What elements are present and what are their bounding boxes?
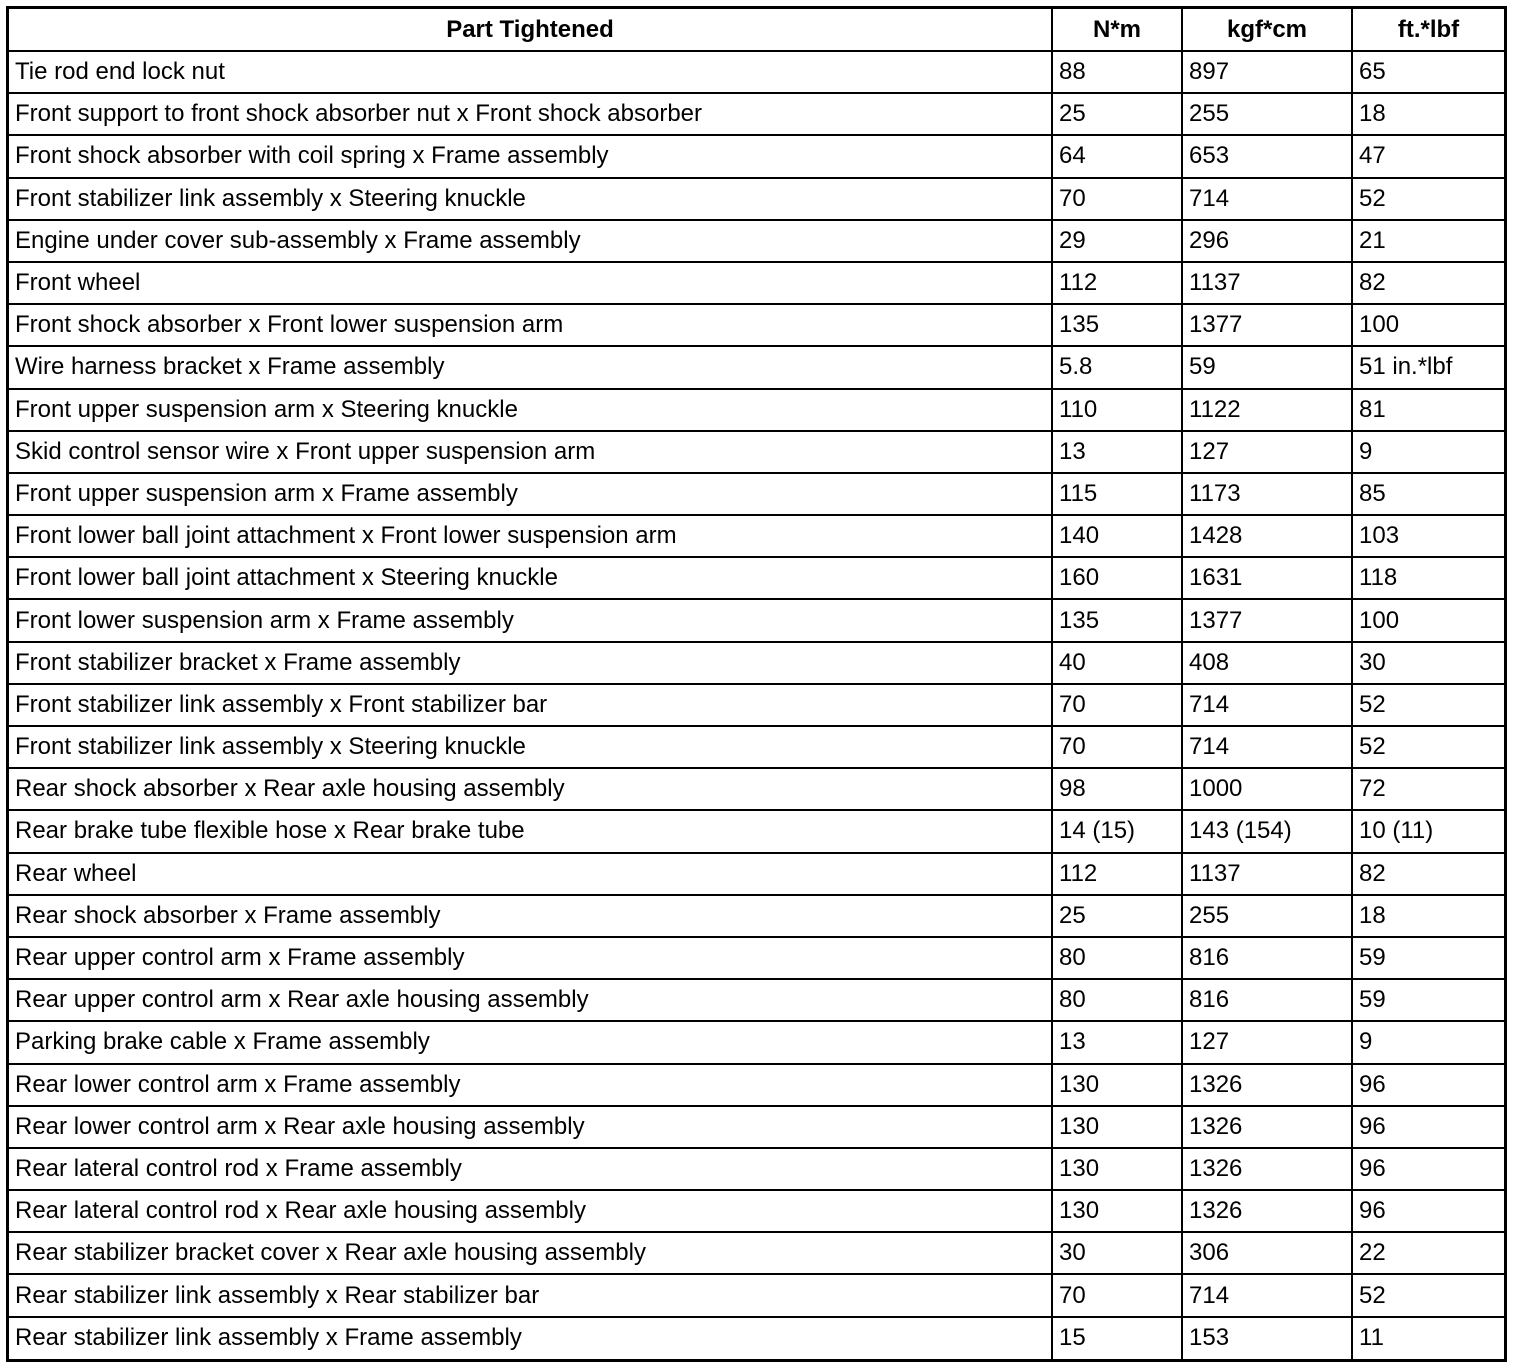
cell-kgf-cm: 714	[1182, 726, 1352, 768]
cell-part-tightened: Rear lower control arm x Rear axle housing assembly	[9, 1106, 1052, 1148]
torque-spec-table-frame	[6, 6, 1507, 1362]
cell-ft-lbf: 9	[1352, 1021, 1504, 1063]
cell-kgf-cm: 816	[1182, 979, 1352, 1021]
cell-part-tightened: Wire harness bracket x Frame assembly	[9, 346, 1052, 388]
cell-part-tightened: Front wheel	[9, 262, 1052, 304]
cell-ft-lbf: 65	[1352, 51, 1504, 93]
table-row	[9, 1148, 1504, 1190]
table-row	[9, 895, 1504, 937]
cell-ft-lbf: 72	[1352, 768, 1504, 810]
table-row	[9, 599, 1504, 641]
cell-ft-lbf: 52	[1352, 178, 1504, 220]
cell-newton-meter: 112	[1052, 853, 1182, 895]
table-row	[9, 768, 1504, 810]
table-row	[9, 473, 1504, 515]
table-row	[9, 642, 1504, 684]
cell-newton-meter: 13	[1052, 431, 1182, 473]
cell-part-tightened: Rear lateral control rod x Rear axle housing assembly	[9, 1190, 1052, 1232]
cell-newton-meter: 110	[1052, 389, 1182, 431]
table-row	[9, 557, 1504, 599]
cell-newton-meter: 135	[1052, 599, 1182, 641]
table-row	[9, 1064, 1504, 1106]
cell-kgf-cm: 714	[1182, 1274, 1352, 1316]
table-row	[9, 135, 1504, 177]
table-row	[9, 1021, 1504, 1063]
cell-kgf-cm: 653	[1182, 135, 1352, 177]
table-row	[9, 178, 1504, 220]
cell-newton-meter: 29	[1052, 220, 1182, 262]
table-row	[9, 389, 1504, 431]
cell-kgf-cm: 1137	[1182, 262, 1352, 304]
cell-newton-meter: 135	[1052, 304, 1182, 346]
cell-newton-meter: 40	[1052, 642, 1182, 684]
cell-newton-meter: 115	[1052, 473, 1182, 515]
cell-part-tightened: Front lower ball joint attachment x Steering knuckle	[9, 557, 1052, 599]
cell-part-tightened: Tie rod end lock nut	[9, 51, 1052, 93]
table-body	[9, 51, 1504, 1359]
table-row	[9, 853, 1504, 895]
cell-newton-meter: 70	[1052, 1274, 1182, 1316]
table-row	[9, 51, 1504, 93]
cell-newton-meter: 140	[1052, 515, 1182, 557]
cell-ft-lbf: 22	[1352, 1232, 1504, 1274]
cell-part-tightened: Front stabilizer link assembly x Front stabilizer bar	[9, 684, 1052, 726]
table-row	[9, 810, 1504, 852]
cell-kgf-cm: 1428	[1182, 515, 1352, 557]
cell-kgf-cm: 1326	[1182, 1148, 1352, 1190]
cell-kgf-cm: 127	[1182, 431, 1352, 473]
cell-newton-meter: 130	[1052, 1064, 1182, 1106]
cell-part-tightened: Engine under cover sub-assembly x Frame assembly	[9, 220, 1052, 262]
cell-part-tightened: Rear upper control arm x Rear axle housing assembly	[9, 979, 1052, 1021]
cell-part-tightened: Rear lateral control rod x Frame assembly	[9, 1148, 1052, 1190]
cell-newton-meter: 70	[1052, 684, 1182, 726]
cell-ft-lbf: 96	[1352, 1190, 1504, 1232]
cell-part-tightened: Rear shock absorber x Frame assembly	[9, 895, 1052, 937]
table-row	[9, 93, 1504, 135]
cell-kgf-cm: 143 (154)	[1182, 810, 1352, 852]
cell-part-tightened: Rear shock absorber x Rear axle housing assembly	[9, 768, 1052, 810]
table-row	[9, 979, 1504, 1021]
cell-part-tightened: Front stabilizer link assembly x Steering knuckle	[9, 178, 1052, 220]
cell-part-tightened: Front stabilizer bracket x Frame assembly	[9, 642, 1052, 684]
cell-ft-lbf: 52	[1352, 684, 1504, 726]
table-row	[9, 684, 1504, 726]
table-row	[9, 346, 1504, 388]
cell-part-tightened: Rear lower control arm x Frame assembly	[9, 1064, 1052, 1106]
cell-kgf-cm: 1326	[1182, 1064, 1352, 1106]
cell-newton-meter: 130	[1052, 1148, 1182, 1190]
cell-part-tightened: Rear upper control arm x Frame assembly	[9, 937, 1052, 979]
cell-newton-meter: 70	[1052, 178, 1182, 220]
cell-part-tightened: Front upper suspension arm x Frame assembly	[9, 473, 1052, 515]
cell-ft-lbf: 96	[1352, 1064, 1504, 1106]
cell-part-tightened: Front upper suspension arm x Steering knuckle	[9, 389, 1052, 431]
cell-ft-lbf: 18	[1352, 895, 1504, 937]
cell-newton-meter: 70	[1052, 726, 1182, 768]
cell-newton-meter: 80	[1052, 979, 1182, 1021]
cell-ft-lbf: 30	[1352, 642, 1504, 684]
cell-ft-lbf: 51 in.*lbf	[1352, 346, 1504, 388]
cell-part-tightened: Front stabilizer link assembly x Steering knuckle	[9, 726, 1052, 768]
cell-ft-lbf: 81	[1352, 389, 1504, 431]
table-row	[9, 726, 1504, 768]
cell-ft-lbf: 21	[1352, 220, 1504, 262]
table-row	[9, 431, 1504, 473]
cell-ft-lbf: 52	[1352, 1274, 1504, 1316]
cell-newton-meter: 25	[1052, 895, 1182, 937]
cell-ft-lbf: 47	[1352, 135, 1504, 177]
table-row	[9, 1317, 1504, 1359]
cell-part-tightened: Rear brake tube flexible hose x Rear brake tube	[9, 810, 1052, 852]
header-newton-meter: N*m	[1052, 9, 1182, 51]
cell-kgf-cm: 897	[1182, 51, 1352, 93]
cell-kgf-cm: 816	[1182, 937, 1352, 979]
table-row	[9, 1106, 1504, 1148]
cell-part-tightened: Parking brake cable x Frame assembly	[9, 1021, 1052, 1063]
cell-newton-meter: 30	[1052, 1232, 1182, 1274]
cell-kgf-cm: 1377	[1182, 304, 1352, 346]
cell-kgf-cm: 1000	[1182, 768, 1352, 810]
table-row	[9, 304, 1504, 346]
cell-kgf-cm: 153	[1182, 1317, 1352, 1359]
cell-newton-meter: 14 (15)	[1052, 810, 1182, 852]
cell-ft-lbf: 82	[1352, 853, 1504, 895]
cell-kgf-cm: 255	[1182, 895, 1352, 937]
cell-newton-meter: 80	[1052, 937, 1182, 979]
cell-part-tightened: Rear wheel	[9, 853, 1052, 895]
cell-ft-lbf: 82	[1352, 262, 1504, 304]
cell-kgf-cm: 1137	[1182, 853, 1352, 895]
table-row	[9, 262, 1504, 304]
cell-kgf-cm: 296	[1182, 220, 1352, 262]
cell-ft-lbf: 118	[1352, 557, 1504, 599]
cell-ft-lbf: 11	[1352, 1317, 1504, 1359]
cell-part-tightened: Rear stabilizer link assembly x Rear stabilizer bar	[9, 1274, 1052, 1316]
cell-ft-lbf: 18	[1352, 93, 1504, 135]
torque-spec-table	[9, 9, 1504, 1359]
cell-kgf-cm: 714	[1182, 178, 1352, 220]
cell-part-tightened: Rear stabilizer bracket cover x Rear axle housing assembly	[9, 1232, 1052, 1274]
cell-kgf-cm: 1631	[1182, 557, 1352, 599]
cell-newton-meter: 25	[1052, 93, 1182, 135]
cell-newton-meter: 15	[1052, 1317, 1182, 1359]
cell-part-tightened: Front shock absorber x Front lower suspension arm	[9, 304, 1052, 346]
cell-kgf-cm: 714	[1182, 684, 1352, 726]
cell-newton-meter: 130	[1052, 1106, 1182, 1148]
cell-ft-lbf: 85	[1352, 473, 1504, 515]
cell-kgf-cm: 408	[1182, 642, 1352, 684]
header-part-tightened: Part Tightened	[9, 9, 1052, 51]
cell-ft-lbf: 100	[1352, 599, 1504, 641]
header-row	[9, 9, 1504, 51]
cell-kgf-cm: 306	[1182, 1232, 1352, 1274]
cell-ft-lbf: 10 (11)	[1352, 810, 1504, 852]
cell-ft-lbf: 9	[1352, 431, 1504, 473]
cell-part-tightened: Front lower ball joint attachment x Front lower suspension arm	[9, 515, 1052, 557]
cell-ft-lbf: 59	[1352, 937, 1504, 979]
cell-ft-lbf: 52	[1352, 726, 1504, 768]
cell-newton-meter: 130	[1052, 1190, 1182, 1232]
cell-newton-meter: 13	[1052, 1021, 1182, 1063]
table-row	[9, 1274, 1504, 1316]
cell-newton-meter: 64	[1052, 135, 1182, 177]
cell-kgf-cm: 255	[1182, 93, 1352, 135]
cell-newton-meter: 5.8	[1052, 346, 1182, 388]
cell-kgf-cm: 127	[1182, 1021, 1352, 1063]
cell-ft-lbf: 96	[1352, 1148, 1504, 1190]
cell-part-tightened: Rear stabilizer link assembly x Frame assembly	[9, 1317, 1052, 1359]
cell-part-tightened: Front lower suspension arm x Frame assembly	[9, 599, 1052, 641]
cell-ft-lbf: 59	[1352, 979, 1504, 1021]
cell-kgf-cm: 1122	[1182, 389, 1352, 431]
cell-kgf-cm: 1377	[1182, 599, 1352, 641]
cell-kgf-cm: 59	[1182, 346, 1352, 388]
cell-ft-lbf: 103	[1352, 515, 1504, 557]
cell-ft-lbf: 96	[1352, 1106, 1504, 1148]
cell-kgf-cm: 1326	[1182, 1190, 1352, 1232]
cell-kgf-cm: 1173	[1182, 473, 1352, 515]
cell-newton-meter: 112	[1052, 262, 1182, 304]
header-ft-lbf: ft.*lbf	[1352, 9, 1504, 51]
cell-newton-meter: 160	[1052, 557, 1182, 599]
table-row	[9, 220, 1504, 262]
cell-part-tightened: Front support to front shock absorber nut x Front shock absorber	[9, 93, 1052, 135]
cell-part-tightened: Skid control sensor wire x Front upper suspension arm	[9, 431, 1052, 473]
table-row	[9, 515, 1504, 557]
table-header	[9, 9, 1504, 51]
cell-newton-meter: 98	[1052, 768, 1182, 810]
cell-ft-lbf: 100	[1352, 304, 1504, 346]
table-row	[9, 1190, 1504, 1232]
table-row	[9, 1232, 1504, 1274]
header-kgf-cm: kgf*cm	[1182, 9, 1352, 51]
table-row	[9, 937, 1504, 979]
cell-kgf-cm: 1326	[1182, 1106, 1352, 1148]
cell-newton-meter: 88	[1052, 51, 1182, 93]
cell-part-tightened: Front shock absorber with coil spring x Frame assembly	[9, 135, 1052, 177]
